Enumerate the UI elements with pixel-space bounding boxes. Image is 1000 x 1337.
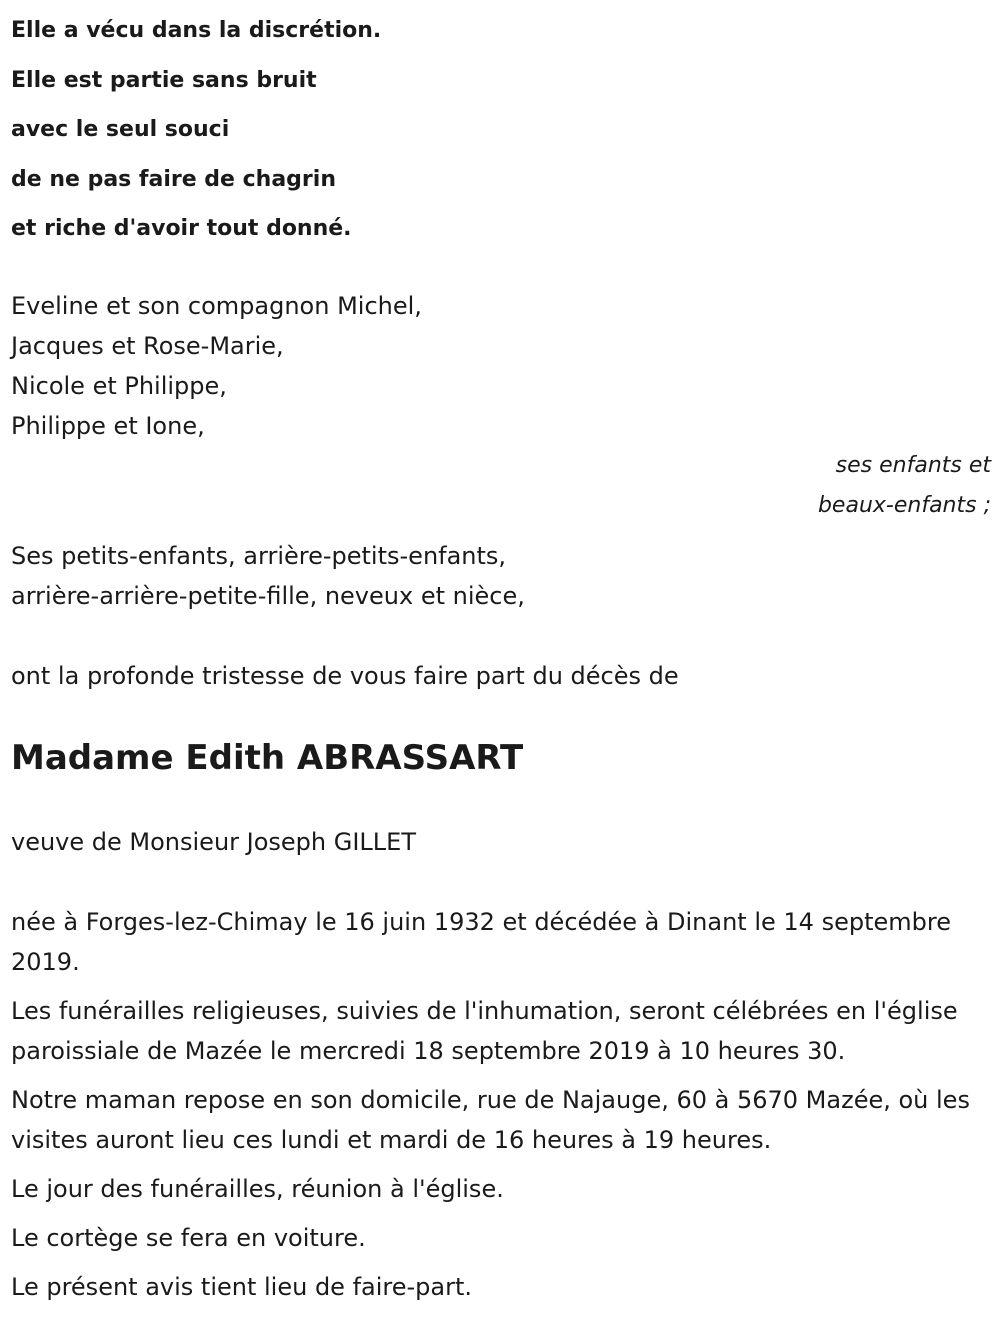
poem-line: et riche d'avoir tout donné. — [11, 216, 352, 242]
funeral-details — [11, 902, 991, 1307]
birth-death-paragraph: née à Forges-lez-Chimay le 16 juin 1932 et décédée à Dinant le 14 septembre 2019. — [11, 907, 951, 976]
funeral-paragraph: Les funérailles religieuses, suivies de l'inhumation, seront célébrées en l'église paroissiale de Mazée le mercredi 18 septembre 2019 à 10 heures 30. — [11, 996, 958, 1065]
poem-line: avec le seul souci — [11, 117, 230, 143]
family-member: Jacques et Rose-Marie, — [11, 331, 284, 360]
poem — [11, 0, 991, 254]
family-member: Eveline et son compagnon Michel, — [11, 291, 422, 320]
relation-line: ses enfants et — [835, 452, 991, 478]
grandchildren-line: arrière-arrière-petite-fille, neveux et nièce, — [11, 581, 525, 610]
widow-of: veuve de Monsieur Joseph GILLET — [11, 827, 416, 856]
meeting-paragraph: Le jour des funérailles, réunion à l'église. — [11, 1174, 504, 1203]
deceased-name: Madame Edith ABRASSART — [11, 737, 524, 778]
poem-line: Elle est partie sans bruit — [11, 67, 317, 93]
family-member: Philippe et Ione, — [11, 411, 205, 440]
poem-line: de ne pas faire de chagrin — [11, 166, 336, 192]
visitation-paragraph: Notre maman repose en son domicile, rue de Najauge, 60 à 5670 Mazée, où les visites auront lieu ces lundi et mardi de 16 heures à 19 heures. — [11, 1085, 970, 1154]
grandchildren-list — [11, 536, 991, 616]
relation-line: beaux-enfants ; — [817, 492, 991, 518]
poem-line: Elle a vécu dans la discrétion. — [11, 18, 382, 43]
family-list — [11, 286, 991, 446]
grandchildren-line: Ses petits-enfants, arrière-petits-enfants, — [11, 541, 507, 570]
cortege-paragraph: Le cortège se fera en voiture. — [11, 1223, 366, 1252]
obituary-notice — [11, 0, 991, 1316]
announcement: ont la profonde tristesse de vous faire part du décès de — [11, 661, 679, 690]
family-member: Nicole et Philippe, — [11, 371, 227, 400]
family-relation — [11, 446, 991, 526]
notice-paragraph: Le présent avis tient lieu de faire-part. — [11, 1272, 473, 1301]
